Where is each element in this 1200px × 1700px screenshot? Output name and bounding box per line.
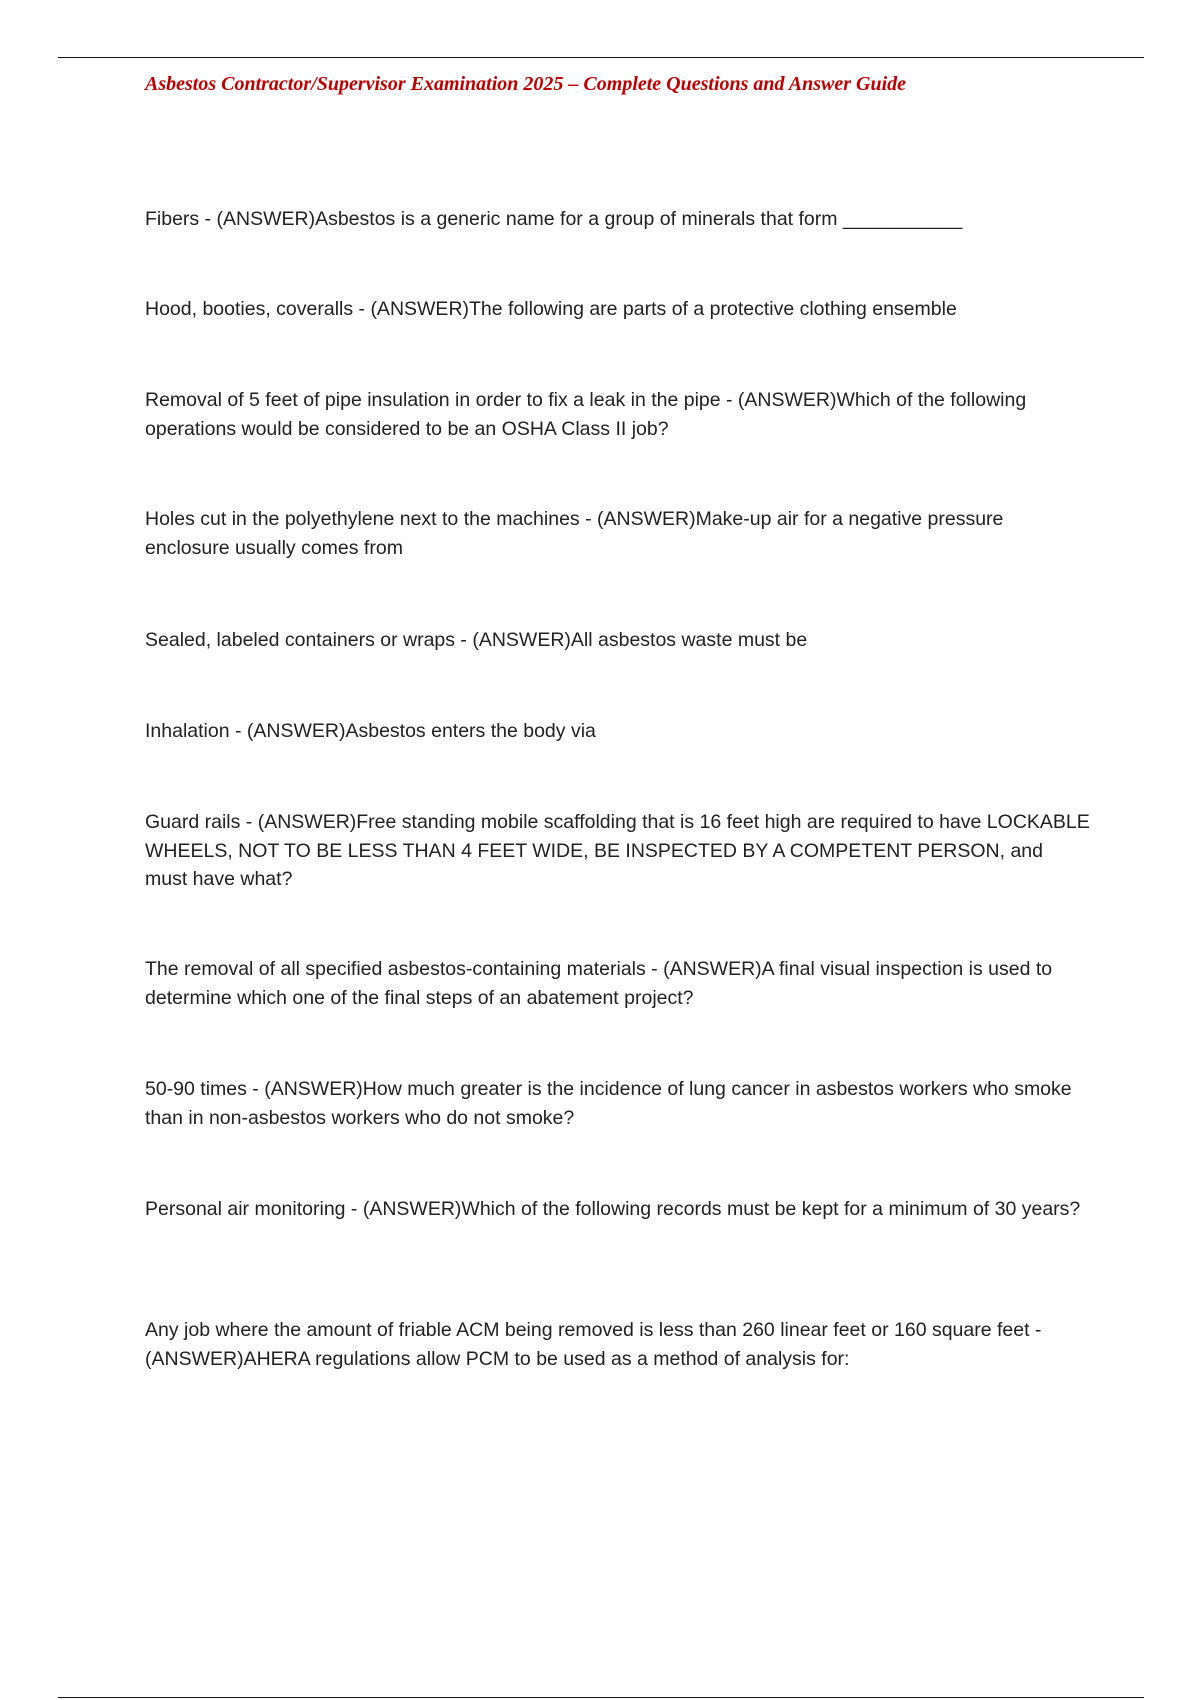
qa-item: Sealed, labeled containers or wraps - (ANSWER)All asbestos waste must be <box>145 629 808 651</box>
qa-item: Holes cut in the polyethylene next to the machines - (ANSWER)Make-up air for a negative pressure enclosure usually comes from <box>145 508 1004 559</box>
page-title: Asbestos Contractor/Supervisor Examination 2025 – Complete Questions and Answer Guide <box>145 73 907 95</box>
qa-item: Personal air monitoring - (ANSWER)Which of the following records must be kept for a minimum of 30 years? <box>145 1198 1081 1220</box>
qa-item: Hood, booties, coveralls - (ANSWER)The following are parts of a protective clothing ensemble <box>145 298 957 320</box>
qa-item: Any job where the amount of friable ACM being removed is less than 260 linear feet or 160 square feet - (ANSWER)AHERA regulations allow PCM to be used as a method of analysis for: <box>145 1319 1042 1370</box>
qa-item: The removal of all specified asbestos-containing materials - (ANSWER)A final visual inspection is used to determine which one of the final steps of an abatement project? <box>145 958 1053 1009</box>
qa-item: Guard rails - (ANSWER)Free standing mobile scaffolding that is 16 feet high are required to have LOCKABLE WHEELS, NOT TO BE LESS THAN 4 FEET WIDE, BE INSPECTED BY A COMPETENT PERSON, and must have what? <box>145 811 1090 890</box>
qa-item: Fibers - (ANSWER)Asbestos is a generic name for a group of minerals that form ___________ <box>145 208 963 230</box>
footer-rule <box>58 1697 1144 1698</box>
header-rule <box>58 57 1144 58</box>
qa-item: Removal of 5 feet of pipe insulation in order to fix a leak in the pipe - (ANSWER)Which of the following operations would be considered to be an OSHA Class II job? <box>145 389 1027 440</box>
qa-item: Inhalation - (ANSWER)Asbestos enters the body via <box>145 720 596 742</box>
qa-item: 50-90 times - (ANSWER)How much greater is the incidence of lung cancer in asbestos workers who smoke than in non-asbestos workers who do not smoke? <box>145 1078 1072 1129</box>
